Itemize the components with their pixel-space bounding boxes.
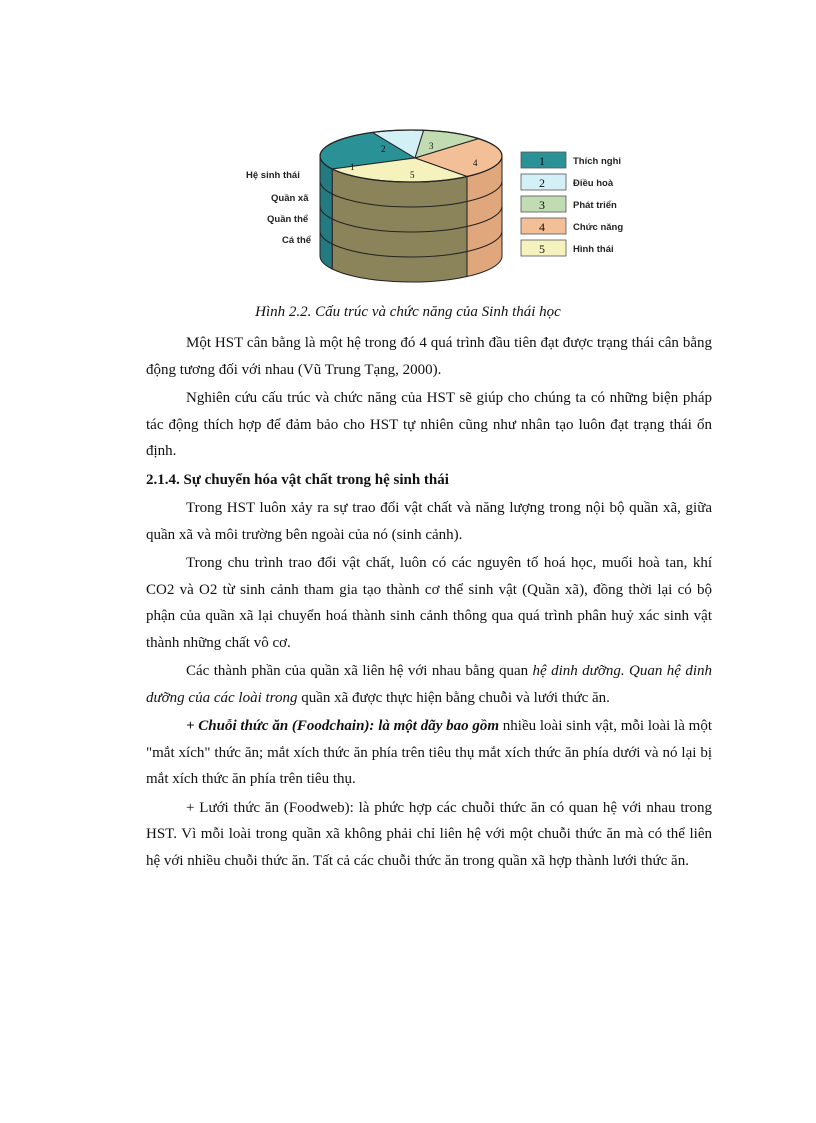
trophic-text-italic: hệ dinh dưỡng. Quan hệ dinh dưỡng của các loài trong — [146, 663, 712, 706]
paragraph-foodweb: + Lưới thức ăn (Foodweb): là phức hợp các chuỗi thức ăn có quan hệ với nhau trong HST. Vì mỗi loài trong quần xã không phải chỉ liên hệ với một chuỗi thức ăn mà có thể liên hệ với nhiều chuỗi thức ăn. Tất cả các chuỗi thức ăn trong quần xã hợp thành lưới thức ăn. — [146, 799, 712, 869]
trophic-text-a: Các thành phần của quần xã liên hệ với nhau bằng quan — [186, 663, 533, 679]
foodchain-definition: nhiều loài sinh vật, mỗi loài là một "mắt xích" thức ăn; mắt xích thức ăn phía trên tiêu thụ mắt xích thức ăn phía dưới và nó lại bị mắt xích thức ăn phía trên tiêu thụ. — [146, 718, 712, 787]
legend-item-3 — [521, 196, 617, 212]
side-face-left — [320, 156, 332, 269]
legend-item-4 — [521, 218, 623, 234]
legend — [521, 152, 623, 256]
legend-label-4: Chức năng — [573, 222, 624, 233]
foodchain-term: + Chuỗi thức ăn (Foodchain): là một dãy bao gồm — [186, 718, 500, 734]
legend-number-3: 3 — [539, 198, 545, 212]
slice-number-5: 5 — [410, 170, 415, 180]
figure-caption: Hình 2.2. Cấu trúc và chức năng của Sinh thái học — [255, 304, 561, 320]
paragraph-foodchain — [146, 713, 712, 793]
legend-number-5: 5 — [539, 242, 545, 256]
paragraph-exchange: Trong HST luôn xảy ra sự trao đổi vật chất và năng lượng trong nội bộ quần xã, giữa quần xã và môi trường bên ngoài của nó (sinh cảnh). — [146, 500, 712, 543]
legend-number-1: 1 — [539, 154, 545, 168]
layer-label-individual: Cá thể — [282, 235, 312, 246]
legend-item-5 — [521, 240, 614, 256]
slice-number-1: 1 — [350, 162, 355, 172]
paragraph-trophic — [146, 658, 712, 711]
section-heading: 2.1.4. Sự chuyển hóa vật chất trong hệ sinh thái — [146, 471, 449, 488]
layer-label-population: Quần thể — [267, 214, 309, 225]
legend-label-3: Phát triển — [573, 200, 617, 211]
trophic-text-c: quần xã được thực hiện bằng chuỗi và lưới thức ăn. — [297, 689, 610, 706]
paragraph-research-purpose: Nghiên cứu cấu trúc và chức năng của HST sẽ giúp cho chúng ta có những biện pháp tác động thích hợp để đảm bảo cho HST tự nhiên cũng như nhân tạo luôn đạt trạng thái ổn định. — [146, 390, 712, 459]
cylinder-diagram — [230, 126, 640, 286]
legend-label-1: Thích nghi — [573, 156, 622, 167]
legend-number-4: 4 — [539, 220, 545, 234]
legend-number-2: 2 — [539, 176, 545, 190]
layer-label-community: Quần xã — [271, 193, 309, 204]
legend-label-5: Hình thái — [573, 244, 614, 255]
ecology-structure-figure — [230, 126, 640, 286]
legend-item-1 — [521, 152, 621, 168]
slice-number-4: 4 — [473, 158, 478, 168]
slice-number-3: 3 — [429, 141, 434, 151]
paragraph-cycle: Trong chu trình trao đổi vật chất, luôn có các nguyên tố hoá học, muối hoà tan, khí CO2 và O2 từ sinh cảnh tham gia tạo thành cơ thể sinh vật (Quần xã), đồng thời lại có bộ phận của quần xã lại chuyển hoá thành sinh cảnh thông qua quá trình phân huỷ xác sinh vật thành những chất vô cơ. — [146, 555, 712, 651]
legend-label-2: Điều hoà — [573, 178, 614, 189]
layer-label-ecosystem: Hệ sinh thái — [246, 170, 300, 181]
legend-item-2 — [521, 174, 614, 190]
slice-number-2: 2 — [381, 144, 386, 154]
paragraph-balanced-ecosystem: Một HST cân bằng là một hệ trong đó 4 quá trình đầu tiên đạt được trạng thái cân bằng động tương đối với nhau (Vũ Trung Tạng, 2000). — [146, 335, 712, 378]
document-body — [146, 330, 712, 876]
